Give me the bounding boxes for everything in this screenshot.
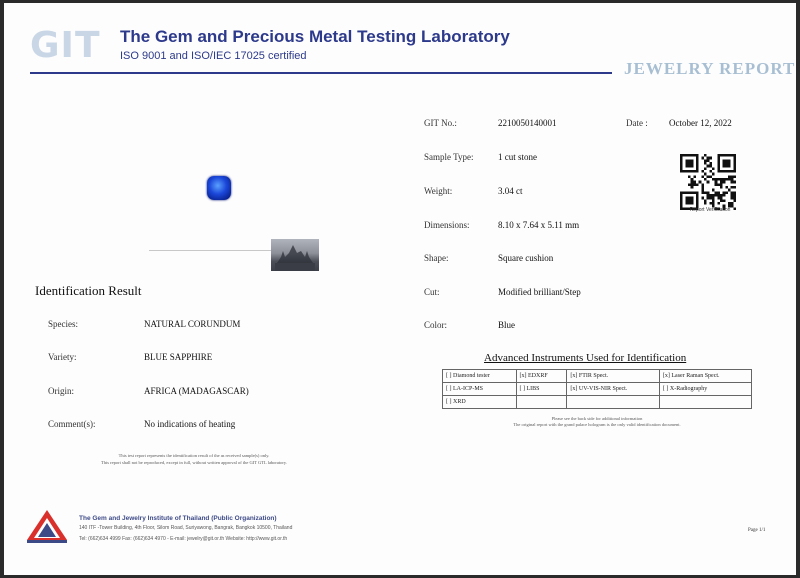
footer-address: 140 ITF -Tower Building, 4th Floor, Silom Road, Suriyawong, Bangrak, Bangkok 10500, Thailand: [79, 525, 293, 531]
lab-name: The Gem and Precious Metal Testing Laboratory: [120, 27, 510, 46]
qr-caption: Report Verification: [689, 207, 731, 213]
comments-label: Comment(s):: [48, 419, 96, 429]
sample-type-value: 1 cut stone: [498, 152, 537, 162]
origin-value: AFRICA (MADAGASCAR): [144, 386, 249, 396]
git-logo: GIT: [30, 25, 101, 66]
header-divider: [30, 72, 612, 74]
jewelry-report-page: [4, 3, 796, 575]
table-cell: [ ] X-Radiography: [659, 383, 751, 396]
table-cell: [x] FTIR Spect.: [567, 370, 660, 383]
instruments-note-2: The original report with the grand palace hologram is the only valid identification document.: [513, 422, 681, 427]
cut-value: Modified brilliant/Step: [498, 287, 581, 297]
variety-value: BLUE SAPPHIRE: [144, 352, 213, 362]
git-no-value: 2210050140001: [498, 118, 557, 128]
table-cell: [ ] LA-ICP-MS: [443, 383, 517, 396]
table-row: [443, 370, 752, 383]
table-cell: [x] UV-VIS-NIR Spect.: [567, 383, 660, 396]
dimensions-value: 8.10 x 7.64 x 5.11 mm: [498, 220, 580, 230]
instruments-heading: Advanced Instruments Used for Identification: [484, 352, 687, 364]
instruments-note-1: Please see the back side for additional information: [551, 416, 643, 421]
variety-label: Variety:: [48, 352, 77, 362]
table-cell: [567, 396, 660, 409]
table-cell: [x] EDXRF: [516, 370, 567, 383]
table-row: [443, 396, 752, 409]
report-note-1: This test report represents the identification result of the as received sample(s) only.: [118, 453, 270, 458]
instruments-table: [442, 369, 752, 409]
origin-label: Origin:: [48, 386, 74, 396]
shape-label: Shape:: [424, 253, 449, 263]
weight-label: Weight:: [424, 186, 453, 196]
sample-type-label: Sample Type:: [424, 152, 474, 162]
grand-palace-hologram: [271, 239, 319, 271]
page-number: Page 1/1: [748, 528, 766, 533]
report-note-2: This report shall not be reproduced, except in full, without written approval of the GIT GTL laboratory.: [100, 460, 288, 465]
identification-heading: Identification Result: [35, 283, 142, 298]
gjt-logo-icon: [24, 508, 70, 544]
hologram-guide-line: [149, 250, 274, 251]
cut-label: Cut:: [424, 287, 440, 297]
table-cell: [x] Laser Raman Spect.: [659, 370, 751, 383]
color-value: Blue: [498, 320, 515, 330]
table-cell: [ ] Diamond tester: [443, 370, 517, 383]
footer-contact: Tel: (662)634 4999 Fax: (662)634 4970 - E-mail: jewelry@git.or.th Website: http://www.git.or.th: [79, 536, 288, 542]
lab-certification: ISO 9001 and ISO/IEC 17025 certified: [120, 50, 307, 62]
shape-value: Square cushion: [498, 253, 554, 263]
gemstone-photo: [207, 176, 231, 200]
color-label: Color:: [424, 320, 448, 330]
git-no-label: GIT No.:: [424, 118, 457, 128]
date-value: October 12, 2022: [669, 118, 732, 128]
table-cell: [659, 396, 751, 409]
date-label: Date :: [626, 118, 648, 128]
species-label: Species:: [48, 319, 78, 329]
table-cell: [516, 396, 567, 409]
table-cell: [ ] LIBS: [516, 383, 567, 396]
dimensions-label: Dimensions:: [424, 220, 470, 230]
comments-value: No indications of heating: [144, 419, 236, 429]
report-type-title: JEWELRY REPORT: [624, 59, 796, 78]
footer-organization: The Gem and Jewelry Institute of Thailand (Public Organization): [79, 515, 277, 522]
species-value: NATURAL CORUNDUM: [144, 319, 241, 329]
weight-value: 3.04 ct: [498, 186, 523, 196]
table-row: [443, 383, 752, 396]
qr-code[interactable]: [680, 154, 736, 210]
table-cell: [ ] XRD: [443, 396, 517, 409]
